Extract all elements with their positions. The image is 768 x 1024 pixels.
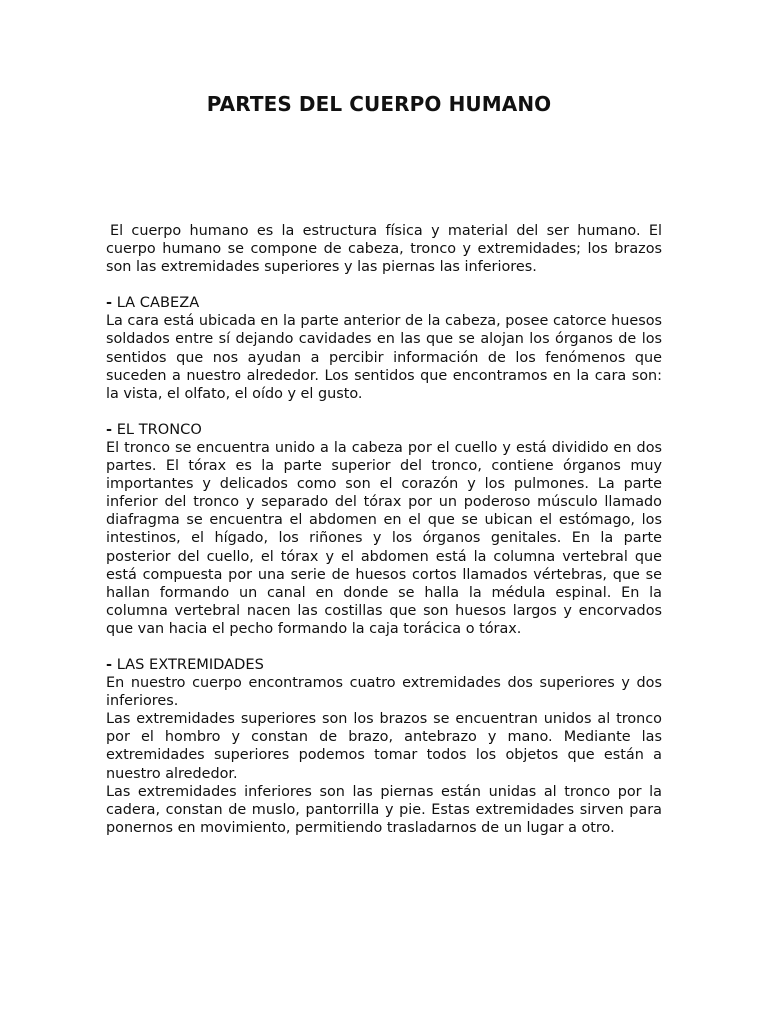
section-heading-label: LA CABEZA	[116, 294, 200, 312]
section-paragraph: La cara está ubicada en la parte anterior de la cabeza, posee catorce huesos soldados entre sí dejando cavidades en las que se alojan los órganos de los sentidos que nos ayudan a percibir información de los fenómenos que suceden a nuestro alrededor. Los sentidos que encontramos en la cara son: la vista, el olfato, el oído y el gusto.	[106, 313, 662, 402]
section-heading-label: LAS EXTREMIDADES	[116, 655, 264, 673]
section-heading-el-tronco	[106, 421, 662, 439]
section-heading-label: EL TRONCO	[116, 420, 202, 438]
section-el-tronco	[106, 421, 662, 638]
section-paragraph: En nuestro cuerpo encontramos cuatro extremidades dos superiores y dos inferiores.	[106, 675, 662, 710]
section-paragraph: Las extremidades superiores son los brazos se encuentran unidos al tronco por el hombro y constan de brazo, antebrazo y mano. Mediante las extremidades superiores podemos tomar todos los objetos que están a nuestro alrededor.	[106, 711, 662, 782]
intro-paragraph: El cuerpo humano es la estructura física y material del ser humano. El cuerpo humano se compone de cabeza, tronco y extremidades; los brazos son las extremidades superiores y las piernas las inferiores.	[106, 223, 662, 276]
section-las-extremidades	[106, 656, 662, 837]
section-paragraph: El tronco se encuentra unido a la cabeza por el cuello y está dividido en dos partes. El tórax es la parte superior del tronco, contiene órganos muy importantes y delicados como son el corazón y los pulmones. La parte inferior del tronco y separado del tórax por un poderoso músculo llamado diafragma se encuentra el abdomen en el que se ubican el estómago, los intestinos, el hígado, los riñones y los órganos genitales. En la parte posterior del cuello, el tórax y el abdomen está la columna vertebral que está compuesta por una serie de huesos cortos llamados vértebras, que se hallan formando un canal en donde se halla la médula espinal. En la columna vertebral nacen las costillas que son huesos largos y encorvados que van hacia el pecho formando la caja torácica o tórax.	[106, 439, 662, 637]
document-title: PARTES DEL CUERPO HUMANO	[206, 92, 552, 116]
section-heading-la-cabeza	[106, 294, 662, 312]
section-dash: -	[106, 655, 113, 673]
section-paragraph: Las extremidades inferiores son las piernas están unidas al tronco por la cadera, constan de muslo, pantorrilla y pie. Estas extremidades sirven para ponernos en movimiento, permitiendo trasladarnos de un lugar a otro.	[106, 783, 662, 836]
document-body	[106, 222, 662, 837]
section-heading-las-extremidades	[106, 656, 662, 674]
section-la-cabeza	[106, 294, 662, 403]
section-dash: -	[106, 420, 113, 438]
section-dash: -	[106, 294, 113, 312]
